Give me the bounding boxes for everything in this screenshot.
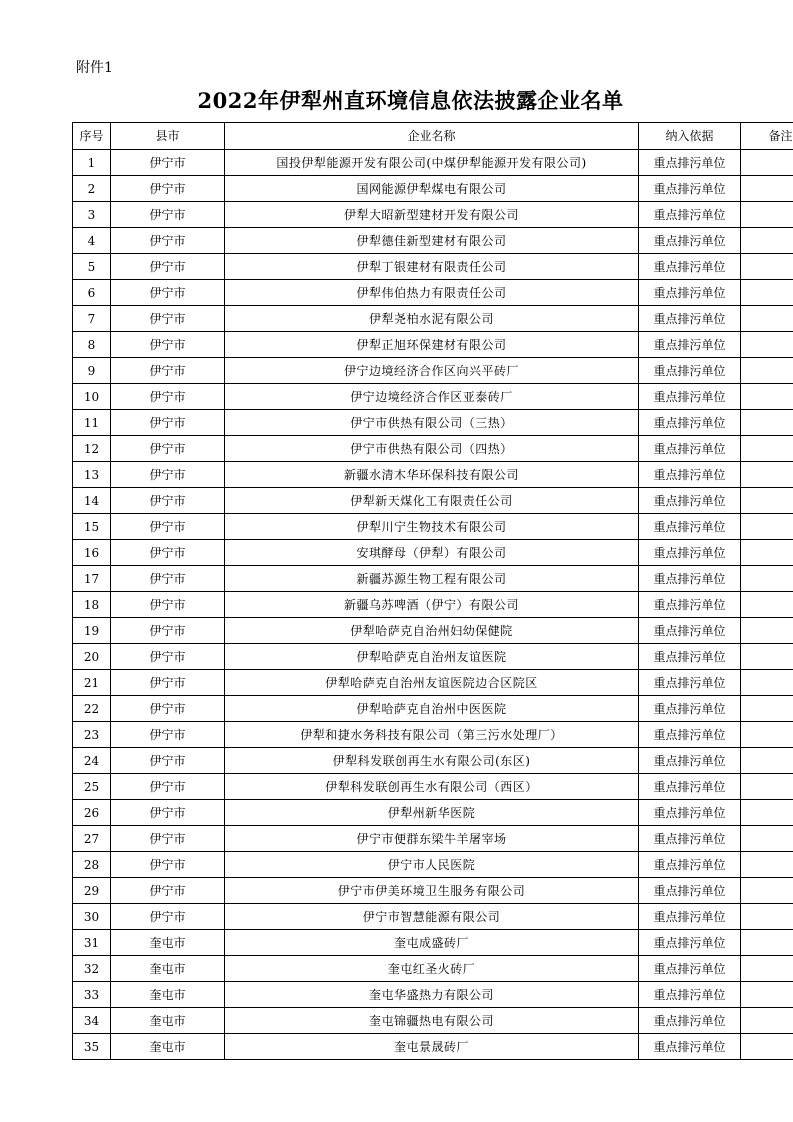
table-row — [73, 852, 793, 878]
cell-remark — [741, 150, 793, 176]
cell-county: 伊宁市 — [111, 332, 225, 358]
cell-company-name: 伊犁尧柏水泥有限公司 — [225, 306, 639, 332]
cell-inclusion-basis: 重点排污单位 — [639, 618, 741, 644]
cell-county: 伊宁市 — [111, 462, 225, 488]
table-row — [73, 254, 793, 280]
cell-company-name: 伊犁州新华医院 — [225, 800, 639, 826]
table-row — [73, 384, 793, 410]
cell-inclusion-basis: 重点排污单位 — [639, 540, 741, 566]
cell-company-name: 伊犁伟伯热力有限责任公司 — [225, 280, 639, 306]
cell-inclusion-basis: 重点排污单位 — [639, 462, 741, 488]
cell-county: 伊宁市 — [111, 306, 225, 332]
cell-county: 伊宁市 — [111, 436, 225, 462]
table-row — [73, 982, 793, 1008]
cell-county: 奎屯市 — [111, 930, 225, 956]
cell-remark — [741, 644, 793, 670]
cell-county: 伊宁市 — [111, 852, 225, 878]
cell-county: 伊宁市 — [111, 488, 225, 514]
cell-county: 伊宁市 — [111, 722, 225, 748]
cell-inclusion-basis: 重点排污单位 — [639, 228, 741, 254]
cell-remark — [741, 228, 793, 254]
cell-company-name: 伊宁市智慧能源有限公司 — [225, 904, 639, 930]
cell-inclusion-basis: 重点排污单位 — [639, 644, 741, 670]
cell-company-name: 伊犁哈萨克自治州妇幼保健院 — [225, 618, 639, 644]
cell-serial-number: 30 — [73, 904, 111, 930]
document-title: 2022年伊犁州直环境信息依法披露企业名单 — [197, 88, 624, 113]
table-row — [73, 540, 793, 566]
cell-inclusion-basis: 重点排污单位 — [639, 722, 741, 748]
cell-serial-number: 25 — [73, 774, 111, 800]
cell-county: 伊宁市 — [111, 514, 225, 540]
table-row — [73, 566, 793, 592]
table-row — [73, 904, 793, 930]
cell-serial-number: 20 — [73, 644, 111, 670]
cell-county: 伊宁市 — [111, 618, 225, 644]
cell-inclusion-basis: 重点排污单位 — [639, 436, 741, 462]
table-row — [73, 150, 793, 176]
cell-company-name: 伊犁新天煤化工有限责任公司 — [225, 488, 639, 514]
cell-inclusion-basis: 重点排污单位 — [639, 410, 741, 436]
cell-company-name: 伊犁哈萨克自治州中医医院 — [225, 696, 639, 722]
cell-inclusion-basis: 重点排污单位 — [639, 956, 741, 982]
cell-remark — [741, 904, 793, 930]
cell-remark — [741, 1008, 793, 1034]
cell-inclusion-basis: 重点排污单位 — [639, 488, 741, 514]
cell-inclusion-basis: 重点排污单位 — [639, 826, 741, 852]
cell-serial-number: 24 — [73, 748, 111, 774]
cell-inclusion-basis: 重点排污单位 — [639, 514, 741, 540]
cell-inclusion-basis: 重点排污单位 — [639, 306, 741, 332]
cell-remark — [741, 280, 793, 306]
cell-serial-number: 9 — [73, 358, 111, 384]
cell-remark — [741, 358, 793, 384]
cell-inclusion-basis: 重点排污单位 — [639, 592, 741, 618]
cell-company-name: 伊犁科发联创再生水有限公司(东区) — [225, 748, 639, 774]
cell-remark — [741, 254, 793, 280]
cell-county: 奎屯市 — [111, 982, 225, 1008]
cell-inclusion-basis: 重点排污单位 — [639, 696, 741, 722]
cell-remark — [741, 774, 793, 800]
cell-serial-number: 11 — [73, 410, 111, 436]
cell-company-name: 伊犁德佳新型建材有限公司 — [225, 228, 639, 254]
table-row — [73, 176, 793, 202]
table-row — [73, 410, 793, 436]
table-row — [73, 280, 793, 306]
cell-company-name: 伊宁边境经济合作区向兴平砖厂 — [225, 358, 639, 384]
table-header-row — [73, 123, 793, 150]
cell-inclusion-basis: 重点排污单位 — [639, 176, 741, 202]
cell-inclusion-basis: 重点排污单位 — [639, 800, 741, 826]
cell-remark — [741, 202, 793, 228]
header-company-name: 企业名称 — [225, 123, 639, 150]
cell-inclusion-basis: 重点排污单位 — [639, 670, 741, 696]
cell-company-name: 伊宁市供热有限公司（三热） — [225, 410, 639, 436]
cell-serial-number: 29 — [73, 878, 111, 904]
cell-serial-number: 5 — [73, 254, 111, 280]
cell-company-name: 新疆乌苏啤酒（伊宁）有限公司 — [225, 592, 639, 618]
table-body — [73, 150, 793, 1060]
cell-inclusion-basis: 重点排污单位 — [639, 1008, 741, 1034]
cell-company-name: 伊宁市伊美环境卫生服务有限公司 — [225, 878, 639, 904]
table-row — [73, 436, 793, 462]
cell-remark — [741, 410, 793, 436]
table-row — [73, 462, 793, 488]
cell-county: 伊宁市 — [111, 878, 225, 904]
cell-company-name: 伊犁哈萨克自治州友谊医院 — [225, 644, 639, 670]
cell-serial-number: 35 — [73, 1034, 111, 1060]
cell-company-name: 伊宁市人民医院 — [225, 852, 639, 878]
cell-serial-number: 27 — [73, 826, 111, 852]
table-row — [73, 878, 793, 904]
attachment-label: 附件1 — [76, 60, 113, 76]
cell-inclusion-basis: 重点排污单位 — [639, 774, 741, 800]
cell-serial-number: 28 — [73, 852, 111, 878]
cell-county: 奎屯市 — [111, 1008, 225, 1034]
table-row — [73, 514, 793, 540]
cell-county: 伊宁市 — [111, 540, 225, 566]
cell-county: 伊宁市 — [111, 280, 225, 306]
header-remarks: 备注 — [741, 123, 793, 150]
cell-serial-number: 1 — [73, 150, 111, 176]
cell-serial-number: 3 — [73, 202, 111, 228]
cell-serial-number: 12 — [73, 436, 111, 462]
cell-county: 伊宁市 — [111, 748, 225, 774]
cell-company-name: 奎屯锦疆热电有限公司 — [225, 1008, 639, 1034]
cell-inclusion-basis: 重点排污单位 — [639, 852, 741, 878]
cell-remark — [741, 306, 793, 332]
cell-county: 伊宁市 — [111, 592, 225, 618]
table-row — [73, 1008, 793, 1034]
cell-county: 伊宁市 — [111, 800, 225, 826]
cell-remark — [741, 462, 793, 488]
cell-remark — [741, 514, 793, 540]
table-row — [73, 826, 793, 852]
cell-remark — [741, 488, 793, 514]
cell-serial-number: 2 — [73, 176, 111, 202]
header-county: 县市 — [111, 123, 225, 150]
table-row — [73, 306, 793, 332]
cell-remark — [741, 670, 793, 696]
cell-company-name: 伊犁哈萨克自治州友谊医院边合区院区 — [225, 670, 639, 696]
cell-remark — [741, 800, 793, 826]
cell-serial-number: 31 — [73, 930, 111, 956]
cell-serial-number: 15 — [73, 514, 111, 540]
cell-serial-number: 32 — [73, 956, 111, 982]
table-row — [73, 1034, 793, 1060]
table-row — [73, 358, 793, 384]
header-inclusion-basis: 纳入依据 — [639, 123, 741, 150]
cell-serial-number: 16 — [73, 540, 111, 566]
cell-remark — [741, 956, 793, 982]
cell-company-name: 伊犁丁银建材有限责任公司 — [225, 254, 639, 280]
cell-county: 伊宁市 — [111, 228, 225, 254]
cell-remark — [741, 176, 793, 202]
cell-remark — [741, 982, 793, 1008]
cell-county: 奎屯市 — [111, 956, 225, 982]
table-row — [73, 748, 793, 774]
cell-serial-number: 19 — [73, 618, 111, 644]
cell-serial-number: 6 — [73, 280, 111, 306]
cell-remark — [741, 826, 793, 852]
cell-company-name: 安琪酵母（伊犁）有限公司 — [225, 540, 639, 566]
table-row — [73, 488, 793, 514]
table-row — [73, 930, 793, 956]
cell-serial-number: 4 — [73, 228, 111, 254]
table-row — [73, 956, 793, 982]
cell-inclusion-basis: 重点排污单位 — [639, 878, 741, 904]
header-serial-number: 序号 — [73, 123, 111, 150]
cell-serial-number: 33 — [73, 982, 111, 1008]
cell-serial-number: 18 — [73, 592, 111, 618]
cell-county: 伊宁市 — [111, 176, 225, 202]
cell-remark — [741, 722, 793, 748]
cell-serial-number: 10 — [73, 384, 111, 410]
cell-inclusion-basis: 重点排污单位 — [639, 748, 741, 774]
table-row — [73, 800, 793, 826]
cell-inclusion-basis: 重点排污单位 — [639, 904, 741, 930]
cell-remark — [741, 852, 793, 878]
cell-company-name: 奎屯成盛砖厂 — [225, 930, 639, 956]
cell-remark — [741, 618, 793, 644]
cell-company-name: 国投伊犁能源开发有限公司(中煤伊犁能源开发有限公司) — [225, 150, 639, 176]
cell-company-name: 伊犁正旭环保建材有限公司 — [225, 332, 639, 358]
cell-county: 伊宁市 — [111, 254, 225, 280]
cell-serial-number: 7 — [73, 306, 111, 332]
table-row — [73, 592, 793, 618]
cell-serial-number: 17 — [73, 566, 111, 592]
cell-company-name: 奎屯景晟砖厂 — [225, 1034, 639, 1060]
cell-company-name: 伊宁边境经济合作区亚泰砖厂 — [225, 384, 639, 410]
table-row — [73, 696, 793, 722]
cell-remark — [741, 930, 793, 956]
table-row — [73, 202, 793, 228]
cell-remark — [741, 878, 793, 904]
cell-inclusion-basis: 重点排污单位 — [639, 1034, 741, 1060]
cell-remark — [741, 592, 793, 618]
cell-inclusion-basis: 重点排污单位 — [639, 254, 741, 280]
cell-company-name: 伊犁大昭新型建材开发有限公司 — [225, 202, 639, 228]
cell-company-name: 伊宁市便群东梁牛羊屠宰场 — [225, 826, 639, 852]
cell-company-name: 伊犁科发联创再生水有限公司（西区） — [225, 774, 639, 800]
table-row — [73, 618, 793, 644]
cell-company-name: 伊宁市供热有限公司（四热） — [225, 436, 639, 462]
table-row — [73, 774, 793, 800]
cell-county: 伊宁市 — [111, 826, 225, 852]
cell-company-name: 伊犁川宁生物技术有限公司 — [225, 514, 639, 540]
table-row — [73, 722, 793, 748]
cell-county: 奎屯市 — [111, 1034, 225, 1060]
cell-company-name: 奎屯红圣火砖厂 — [225, 956, 639, 982]
cell-remark — [741, 748, 793, 774]
cell-company-name: 奎屯华盛热力有限公司 — [225, 982, 639, 1008]
cell-serial-number: 34 — [73, 1008, 111, 1034]
cell-county: 伊宁市 — [111, 384, 225, 410]
cell-county: 伊宁市 — [111, 774, 225, 800]
cell-remark — [741, 696, 793, 722]
cell-serial-number: 23 — [73, 722, 111, 748]
cell-company-name: 伊犁和捷水务科技有限公司（第三污水处理厂） — [225, 722, 639, 748]
table-row — [73, 228, 793, 254]
cell-county: 伊宁市 — [111, 696, 225, 722]
cell-serial-number: 14 — [73, 488, 111, 514]
cell-company-name: 新疆水清木华环保科技有限公司 — [225, 462, 639, 488]
cell-county: 伊宁市 — [111, 566, 225, 592]
cell-remark — [741, 332, 793, 358]
cell-inclusion-basis: 重点排污单位 — [639, 566, 741, 592]
cell-county: 伊宁市 — [111, 410, 225, 436]
cell-serial-number: 21 — [73, 670, 111, 696]
cell-inclusion-basis: 重点排污单位 — [639, 384, 741, 410]
cell-inclusion-basis: 重点排污单位 — [639, 930, 741, 956]
cell-inclusion-basis: 重点排污单位 — [639, 150, 741, 176]
cell-serial-number: 13 — [73, 462, 111, 488]
company-list-table — [72, 122, 793, 1060]
cell-county: 伊宁市 — [111, 644, 225, 670]
cell-county: 伊宁市 — [111, 904, 225, 930]
cell-inclusion-basis: 重点排污单位 — [639, 280, 741, 306]
cell-remark — [741, 540, 793, 566]
table-row — [73, 670, 793, 696]
table-row — [73, 332, 793, 358]
cell-county: 伊宁市 — [111, 150, 225, 176]
cell-serial-number: 8 — [73, 332, 111, 358]
cell-inclusion-basis: 重点排污单位 — [639, 358, 741, 384]
cell-county: 伊宁市 — [111, 202, 225, 228]
cell-county: 伊宁市 — [111, 358, 225, 384]
cell-remark — [741, 1034, 793, 1060]
cell-company-name: 新疆苏源生物工程有限公司 — [225, 566, 639, 592]
cell-inclusion-basis: 重点排污单位 — [639, 202, 741, 228]
cell-company-name: 国网能源伊犁煤电有限公司 — [225, 176, 639, 202]
cell-remark — [741, 566, 793, 592]
cell-county: 伊宁市 — [111, 670, 225, 696]
table-row — [73, 644, 793, 670]
cell-inclusion-basis: 重点排污单位 — [639, 982, 741, 1008]
cell-serial-number: 22 — [73, 696, 111, 722]
cell-remark — [741, 384, 793, 410]
cell-remark — [741, 436, 793, 462]
cell-serial-number: 26 — [73, 800, 111, 826]
cell-inclusion-basis: 重点排污单位 — [639, 332, 741, 358]
